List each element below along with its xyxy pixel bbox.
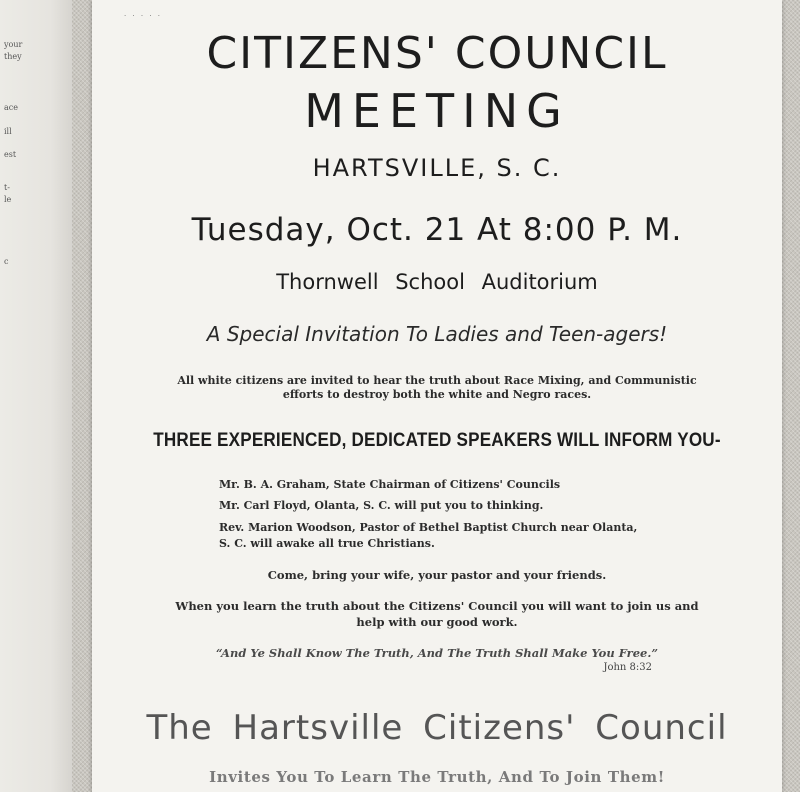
adjacent-page-text: your <box>4 40 23 49</box>
adjacent-page-text: t- <box>4 183 10 192</box>
adjacent-page-text: c <box>4 257 9 266</box>
flyer-title-line2: MEETING <box>304 84 570 138</box>
intro-paragraph: All white citizens are invited to hear the truth about Race Mixing, and Communistic efforts to destroy both the white and Negro races. <box>177 374 697 401</box>
flyer-title-line1: CITIZENS' COUNCIL <box>206 28 668 79</box>
meeting-datetime: Tuesday, Oct. 21 At 8:00 P. M. <box>191 212 683 248</box>
adjacent-page-text: ace <box>4 103 18 112</box>
adjacent-page-text: est <box>4 150 17 159</box>
special-invitation: A Special Invitation To Ladies and Teen-agers! <box>206 322 668 346</box>
adjacent-page-text: le <box>4 195 12 204</box>
adjacent-page <box>0 0 72 792</box>
scripture-citation: John 8:32 <box>603 662 652 673</box>
speaker-item: Mr. Carl Floyd, Olanta, S. C. will put you to thinking. <box>219 499 544 512</box>
bring-friends-line: Come, bring your wife, your pastor and your friends. <box>267 568 607 582</box>
adjacent-page-text: they <box>4 52 22 61</box>
meeting-venue: Thornwell School Auditorium <box>276 270 598 294</box>
learn-paragraph: When you learn the truth about the Citizens' Council you will want to join us and help with our good work. <box>175 599 699 629</box>
speakers-heading: THREE EXPERIENCED, DEDICATED SPEAKERS WILL INFORM YOU- <box>153 430 721 451</box>
scripture-quote: “And Ye Shall Know The Truth, And The Truth Shall Make You Free.” <box>216 646 658 660</box>
ink-mark: · · · · · <box>124 12 163 20</box>
speaker-item: Rev. Marion Woodson, Pastor of Bethel Baptist Church near Olanta, S. C. will awake all true Christians. <box>219 521 638 550</box>
meeting-flyer <box>92 0 782 792</box>
mat-border-right <box>780 0 800 792</box>
sponsor-name: The Hartsville Citizens' Council <box>146 708 728 748</box>
speaker-item: Mr. B. A. Graham, State Chairman of Citizens' Councils <box>219 478 561 491</box>
meeting-location: HARTSVILLE, S. C. <box>312 154 562 182</box>
adjacent-page-text: ill <box>4 127 12 136</box>
sponsor-tagline: Invites You To Learn The Truth, And To Join Them! <box>209 768 665 786</box>
